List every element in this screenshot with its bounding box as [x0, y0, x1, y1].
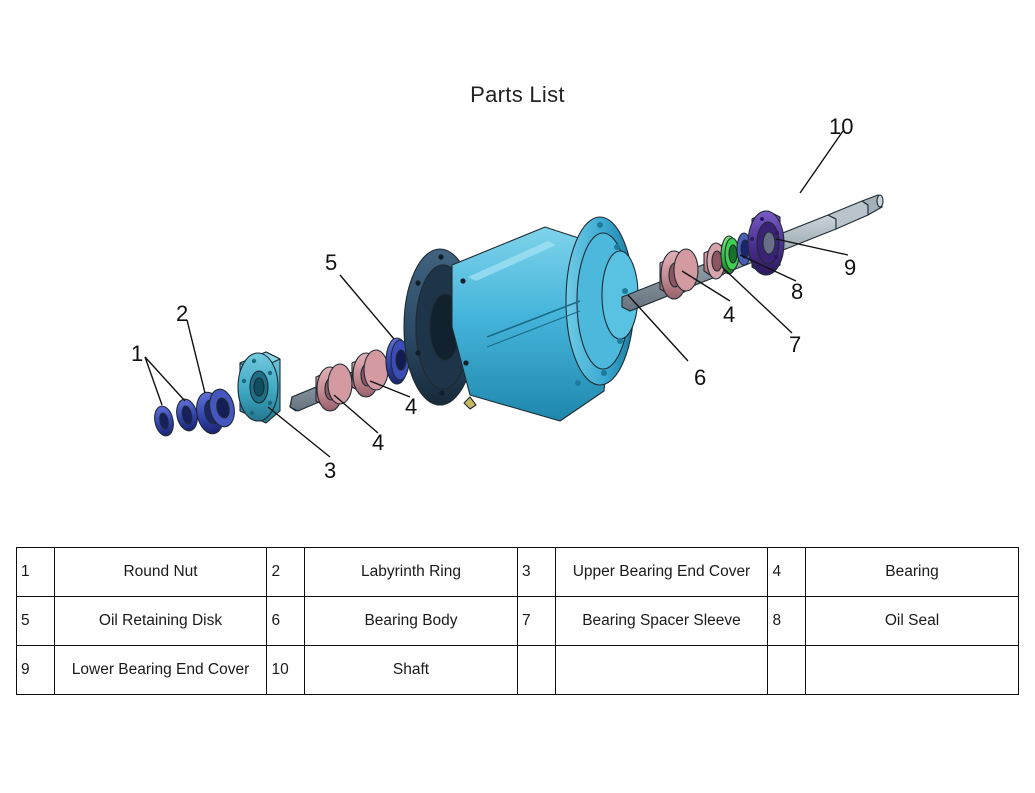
part-name: Bearing Spacer Sleeve: [555, 597, 768, 646]
part-number: 7: [517, 597, 555, 646]
part-round-nut-a: [152, 404, 176, 437]
part-name: Labyrinth Ring: [305, 548, 518, 597]
part-labyrinth-ring: [193, 387, 238, 436]
callout-4-a: 4: [372, 430, 385, 455]
exploded-assembly-diagram: [0, 105, 1035, 535]
part-name-empty: [555, 646, 768, 695]
part-bearing-right: [660, 249, 698, 299]
table-row: [17, 597, 1019, 646]
part-number-empty: [768, 646, 806, 695]
table-row: [17, 646, 1019, 695]
part-number: 9: [17, 646, 55, 695]
part-bearing-left-2: [352, 350, 388, 397]
page-title: Parts List: [470, 82, 565, 107]
part-number: 2: [267, 548, 305, 597]
part-number: 4: [768, 548, 806, 597]
callout-6: 6: [694, 365, 707, 390]
callout-4-c: 4: [723, 302, 736, 327]
part-bearing-body: [404, 217, 638, 421]
part-name: Round Nut: [54, 548, 267, 597]
callout-3: 3: [324, 458, 337, 483]
callout-9: 9: [844, 255, 857, 280]
table-row: [17, 548, 1019, 597]
part-name: Bearing: [806, 548, 1019, 597]
callout-10: 10: [829, 114, 854, 139]
callout-8: 8: [791, 279, 804, 304]
part-round-nut-b: [174, 397, 200, 432]
parts-table: [16, 547, 1019, 695]
part-name: Oil Seal: [806, 597, 1019, 646]
part-number: 10: [267, 646, 305, 695]
part-oil-seal: [721, 233, 751, 274]
part-lower-bearing-end-cover: [748, 211, 784, 275]
callout-1: 1: [131, 341, 144, 366]
part-number: 5: [17, 597, 55, 646]
part-name: Shaft: [305, 646, 518, 695]
part-name: Bearing Body: [305, 597, 518, 646]
part-name-empty: [806, 646, 1019, 695]
part-number: 3: [517, 548, 555, 597]
callout-5: 5: [325, 250, 338, 275]
part-name: Oil Retaining Disk: [54, 597, 267, 646]
part-number: 1: [17, 548, 55, 597]
part-number: 6: [267, 597, 305, 646]
callout-4-b: 4: [405, 394, 418, 419]
part-name: Upper Bearing End Cover: [555, 548, 768, 597]
callout-2: 2: [176, 301, 189, 326]
callout-7: 7: [789, 332, 802, 357]
part-name: Lower Bearing End Cover: [54, 646, 267, 695]
part-number: 8: [768, 597, 806, 646]
part-bearing-left: [316, 364, 352, 411]
part-number-empty: [517, 646, 555, 695]
